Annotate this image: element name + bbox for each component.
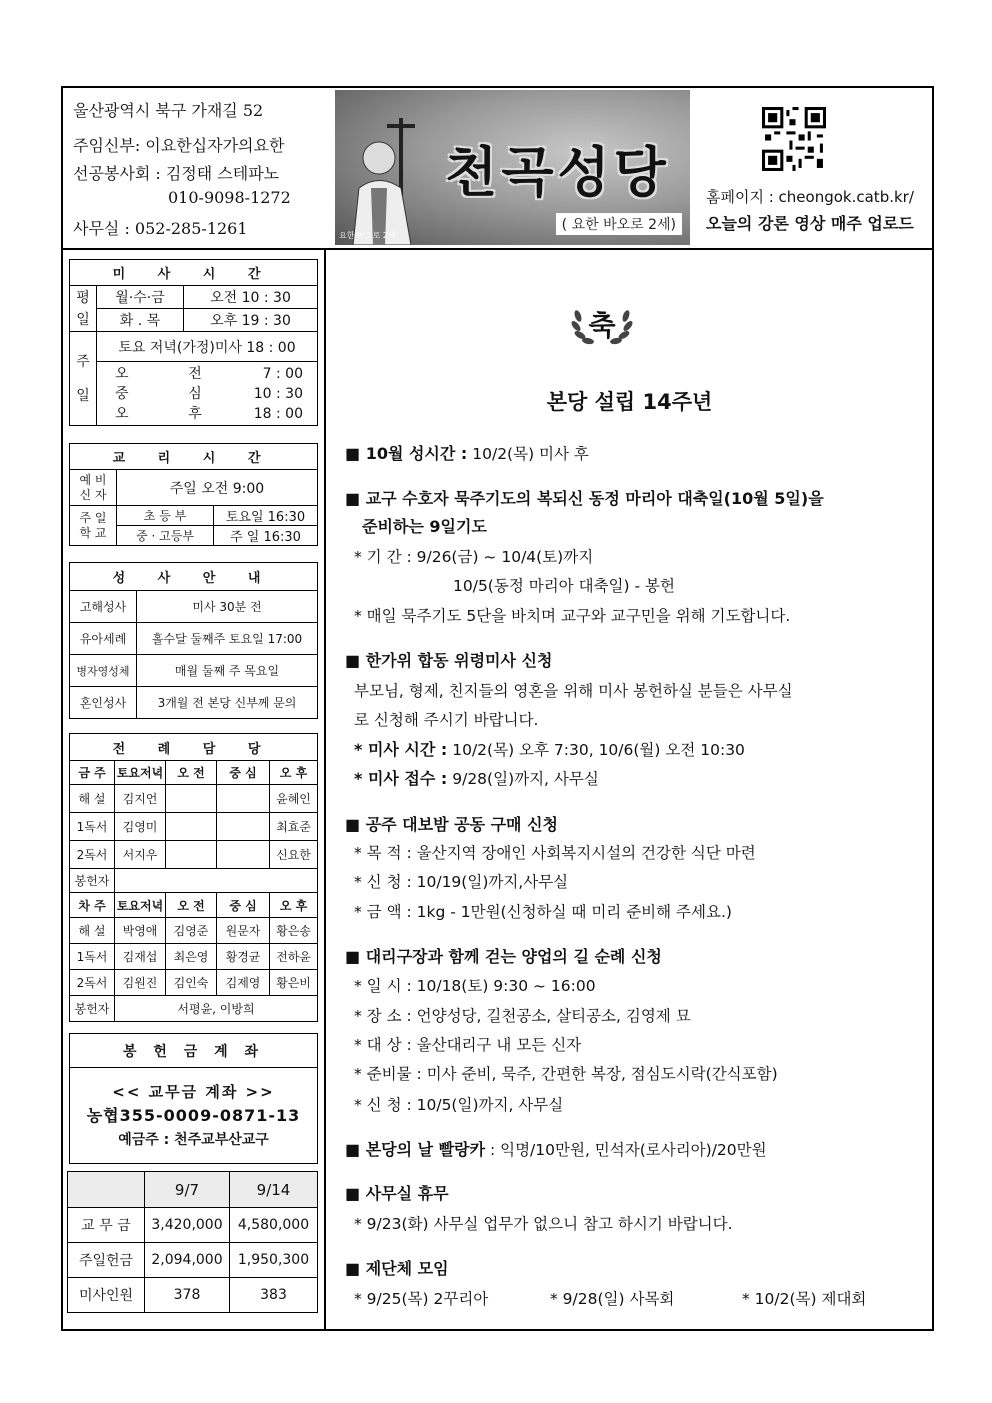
section-holy-hour: ■ 10월 성시간 : 10/2(목) 미사 후 (345, 444, 589, 463)
church-banner (335, 90, 690, 245)
sacrament-name: 혼인성사 (70, 687, 137, 719)
liturgy-cell: 김지언 (115, 785, 166, 813)
mass-times-table (69, 259, 318, 426)
finance-label: 미사인원 (68, 1278, 145, 1313)
sacrament-info: 매월 둘째 주 목요일 (137, 655, 318, 687)
finance-value: 3,420,000 (145, 1208, 230, 1243)
meeting-item: * 10/2(목) 제대회 (742, 1290, 867, 1308)
liturgy-table (69, 733, 318, 1022)
school-label: 주 일 학 교 (70, 506, 117, 546)
liturgy-header: 오 후 (270, 761, 318, 785)
finance-value: 383 (230, 1278, 318, 1313)
memorial-time: * 미사 시간 : 10/2(목) 오후 7:30, 10/6(월) 오전 10:30 (354, 740, 745, 759)
church-name: 천곡성당 (445, 141, 670, 204)
sacrament-name: 고해성사 (70, 591, 137, 623)
congrats-character: 축 (588, 309, 616, 342)
novena-offering: 10/5(동정 마리아 대축일) - 봉헌 (453, 577, 675, 595)
liturgy-header: 오 전 (166, 761, 217, 785)
liturgy-cell: 윤혜인 (270, 785, 318, 813)
liturgy-cell (166, 785, 217, 813)
address: 울산광역시 북구 가재길 52 (73, 101, 264, 120)
liturgy-header: 금 주 (70, 761, 115, 785)
school-group: 초 등 부 (117, 506, 214, 526)
catechism-title: 교 리 시 간 (70, 444, 318, 470)
novena-period: * 기 간 : 9/26(금) ~ 10/4(토)까지 (354, 548, 594, 566)
school-time: 토요일 16:30 (214, 506, 318, 526)
liturgy-header: 중 심 (217, 761, 270, 785)
sacraments-table (69, 562, 318, 719)
finance-header (68, 1172, 145, 1208)
sacrament-name: 유아세례 (70, 623, 137, 655)
sacraments-title: 성 사 안 내 (70, 563, 318, 591)
liturgy-header: 오 전 (166, 893, 217, 918)
section-memorial-mass: ■ 한가위 합동 위령미사 신청 (345, 651, 553, 670)
offering-value: 서평윤, 이방희 (115, 996, 318, 1022)
liturgy-cell (217, 813, 270, 841)
school-group: 중 · 고등부 (117, 526, 214, 546)
sacrament-info: 홀수달 둘째주 토요일 17:00 (137, 623, 318, 655)
liturgy-title: 전 례 담 당 (70, 734, 318, 761)
section-office-closed: ■ 사무실 휴무 (345, 1184, 449, 1203)
finance-value: 378 (145, 1278, 230, 1313)
liturgy-cell: 황경균 (217, 944, 270, 970)
liturgy-header: 차 주 (70, 893, 115, 918)
account-label: << 교무금 계좌 >> (112, 1082, 275, 1101)
pilgrimage-apply: * 신 청 : 10/5(일)까지, 사무실 (354, 1096, 564, 1114)
finance-label: 주일헌금 (68, 1243, 145, 1278)
liturgy-cell: 2독서 (70, 841, 115, 869)
pilgrimage-date: * 일 시 : 10/18(토) 9:30 ~ 16:00 (354, 977, 596, 995)
finance-header: 9/7 (145, 1172, 230, 1208)
finance-value: 2,094,000 (145, 1243, 230, 1278)
sacrament-info: 미사 30분 전 (137, 591, 318, 623)
chestnut-price: * 금 액 : 1kg - 1만원(신청하실 때 미리 준비해 주세요.) (354, 903, 732, 921)
liturgy-cell (217, 785, 270, 813)
chestnut-purpose: * 목 적 : 울산지역 장애인 사회복지시설의 건강한 식단 마련 (354, 844, 756, 862)
saturday-mass: 토요 저녁(가정)미사 18 : 00 (97, 332, 318, 362)
finance-value: 1,950,300 (230, 1243, 318, 1278)
liturgy-cell: 김원진 (115, 970, 166, 996)
liturgy-cell: 신요한 (270, 841, 318, 869)
qr-code-icon[interactable] (762, 107, 826, 171)
account-number[interactable]: 농협355-0009-0871-13 (86, 1105, 301, 1125)
office-closed-note: * 9/23(화) 사무실 업무가 없으니 참고 하시기 바랍니다. (354, 1215, 733, 1233)
offering-label: 봉헌자 (70, 996, 115, 1022)
liturgy-cell: 최은영 (166, 944, 217, 970)
memorial-text-1: 부모님, 형제, 친지들의 영혼을 위해 미사 봉헌하실 분들은 사무실 (354, 682, 793, 700)
pope-portrait-image (341, 118, 431, 245)
anniversary-title: 본당 설립 14주년 (546, 390, 713, 414)
sacrament-info: 3개월 전 본당 신부께 문의 (137, 687, 318, 719)
chestnut-apply: * 신 청 : 10/19(일)까지,사무실 (354, 873, 569, 891)
pilgrimage-target: * 대 상 : 울산대리구 내 모든 신자 (354, 1036, 582, 1054)
liturgy-cell: 황은송 (270, 918, 318, 944)
sacrament-name: 병자영성체 (70, 655, 137, 687)
liturgy-cell: 김제영 (217, 970, 270, 996)
liturgy-cell: 1독서 (70, 813, 115, 841)
weekday-time: 오전 10 : 30 (184, 286, 318, 309)
account-holder: 예금주 : 천주교부산교구 (118, 1131, 269, 1148)
header-divider (61, 248, 934, 250)
liturgy-cell: 전하윤 (270, 944, 318, 970)
section-novena-title: ■ 교구 수호자 묵주기도의 복되신 동정 마리아 대축일(10월 5일)을 (345, 489, 824, 508)
weekday-time: 오후 19 : 30 (184, 309, 318, 332)
liturgy-cell: 김재섭 (115, 944, 166, 970)
offering-label: 봉헌자 (70, 869, 115, 893)
liturgy-cell: 최효준 (270, 813, 318, 841)
liturgy-cell: 원문자 (217, 918, 270, 944)
sunday-label: 주 일 (70, 332, 97, 426)
liturgy-cell: 김영미 (115, 813, 166, 841)
catechumen-label: 예 비 신 자 (70, 470, 117, 506)
council: 선공봉사회 : 김정태 스테파노 (73, 164, 280, 183)
liturgy-cell (166, 841, 217, 869)
liturgy-cell: 김인숙 (166, 970, 217, 996)
liturgy-cell (166, 813, 217, 841)
liturgy-cell: 황은비 (270, 970, 318, 996)
liturgy-cell: 박영애 (115, 918, 166, 944)
liturgy-header: 중 심 (217, 893, 270, 918)
office-phone: 사무실 : 052-285-1261 (73, 219, 248, 238)
novena-note: * 매일 묵주기도 5단을 바치며 교구와 교구민을 위해 기도합니다. (354, 607, 791, 625)
section-pilgrimage: ■ 대리구장과 함께 걷는 양업의 길 순례 신청 (345, 947, 662, 966)
finance-header: 9/14 (230, 1172, 318, 1208)
pilgrimage-prep: * 준비물 : 미사 준비, 묵주, 간편한 복장, 점심도시락(간식포함) (354, 1065, 778, 1083)
memorial-text-2: 로 신청해 주시기 바랍니다. (354, 711, 539, 729)
memorial-registration: * 미사 접수 : 9/28(일)까지, 사무실 (354, 769, 599, 788)
pastor: 주임신부: 이요한십자가의요한 (73, 136, 285, 155)
finance-label: 교 무 금 (68, 1208, 145, 1243)
council-phone: 010-9098-1272 (168, 188, 291, 207)
account-title: 봉 헌 금 계 좌 (70, 1034, 318, 1068)
liturgy-cell (217, 841, 270, 869)
section-palanca: ■ 본당의 날 빨랑카 : 익명/10만원, 민석자(로사리아)/20만원 (345, 1140, 767, 1159)
meeting-item: * 9/25(목) 2꾸리아 (354, 1290, 489, 1308)
liturgy-header: 토요저녁 (115, 893, 166, 918)
homepage-link[interactable]: 홈페이지 : cheongok.catb.kr/ (706, 188, 914, 206)
offering-value (115, 869, 318, 893)
photo-caption: 요한 바오로 2세 (339, 231, 396, 240)
finance-value: 4,580,000 (230, 1208, 318, 1243)
section-novena-title-2: 준비하는 9일기도 (362, 517, 487, 536)
weekday-label: 평 일 (70, 286, 97, 332)
school-time: 주 일 16:30 (214, 526, 318, 546)
catechism-table (69, 443, 318, 546)
liturgy-cell: 1독서 (70, 944, 115, 970)
account-info (70, 1068, 318, 1164)
liturgy-cell: 해 설 (70, 785, 115, 813)
catechumen-time: 주일 오전 9:00 (117, 470, 318, 506)
liturgy-cell: 2독서 (70, 970, 115, 996)
liturgy-cell: 해 설 (70, 918, 115, 944)
pilgrimage-place: * 장 소 : 언양성당, 길천공소, 살티공소, 김영제 묘 (354, 1007, 691, 1025)
liturgy-header: 오 후 (270, 893, 318, 918)
liturgy-cell: 김영준 (166, 918, 217, 944)
finance-table (67, 1171, 318, 1313)
weekday-days: 화 . 목 (97, 309, 184, 332)
sunday-mass-list: 오 전 7 : 00 중 심 10 : 30 오 후 18 : 00 (97, 362, 318, 426)
liturgy-header: 토요저녁 (115, 761, 166, 785)
meeting-item: * 9/28(일) 사목회 (550, 1290, 675, 1308)
mass-times-title: 미 사 시 간 (70, 260, 318, 286)
liturgy-cell: 서지우 (115, 841, 166, 869)
weekday-days: 월·수·금 (97, 286, 184, 309)
homily-notice: 오늘의 강론 영상 매주 업로드 (706, 214, 914, 233)
section-meetings: ■ 제단체 모임 (345, 1259, 449, 1278)
patron-label: ( 요한 바오로 2세) (556, 213, 682, 235)
section-chestnut: ■ 공주 대보밤 공동 구매 신청 (345, 815, 558, 834)
account-box (69, 1033, 318, 1164)
